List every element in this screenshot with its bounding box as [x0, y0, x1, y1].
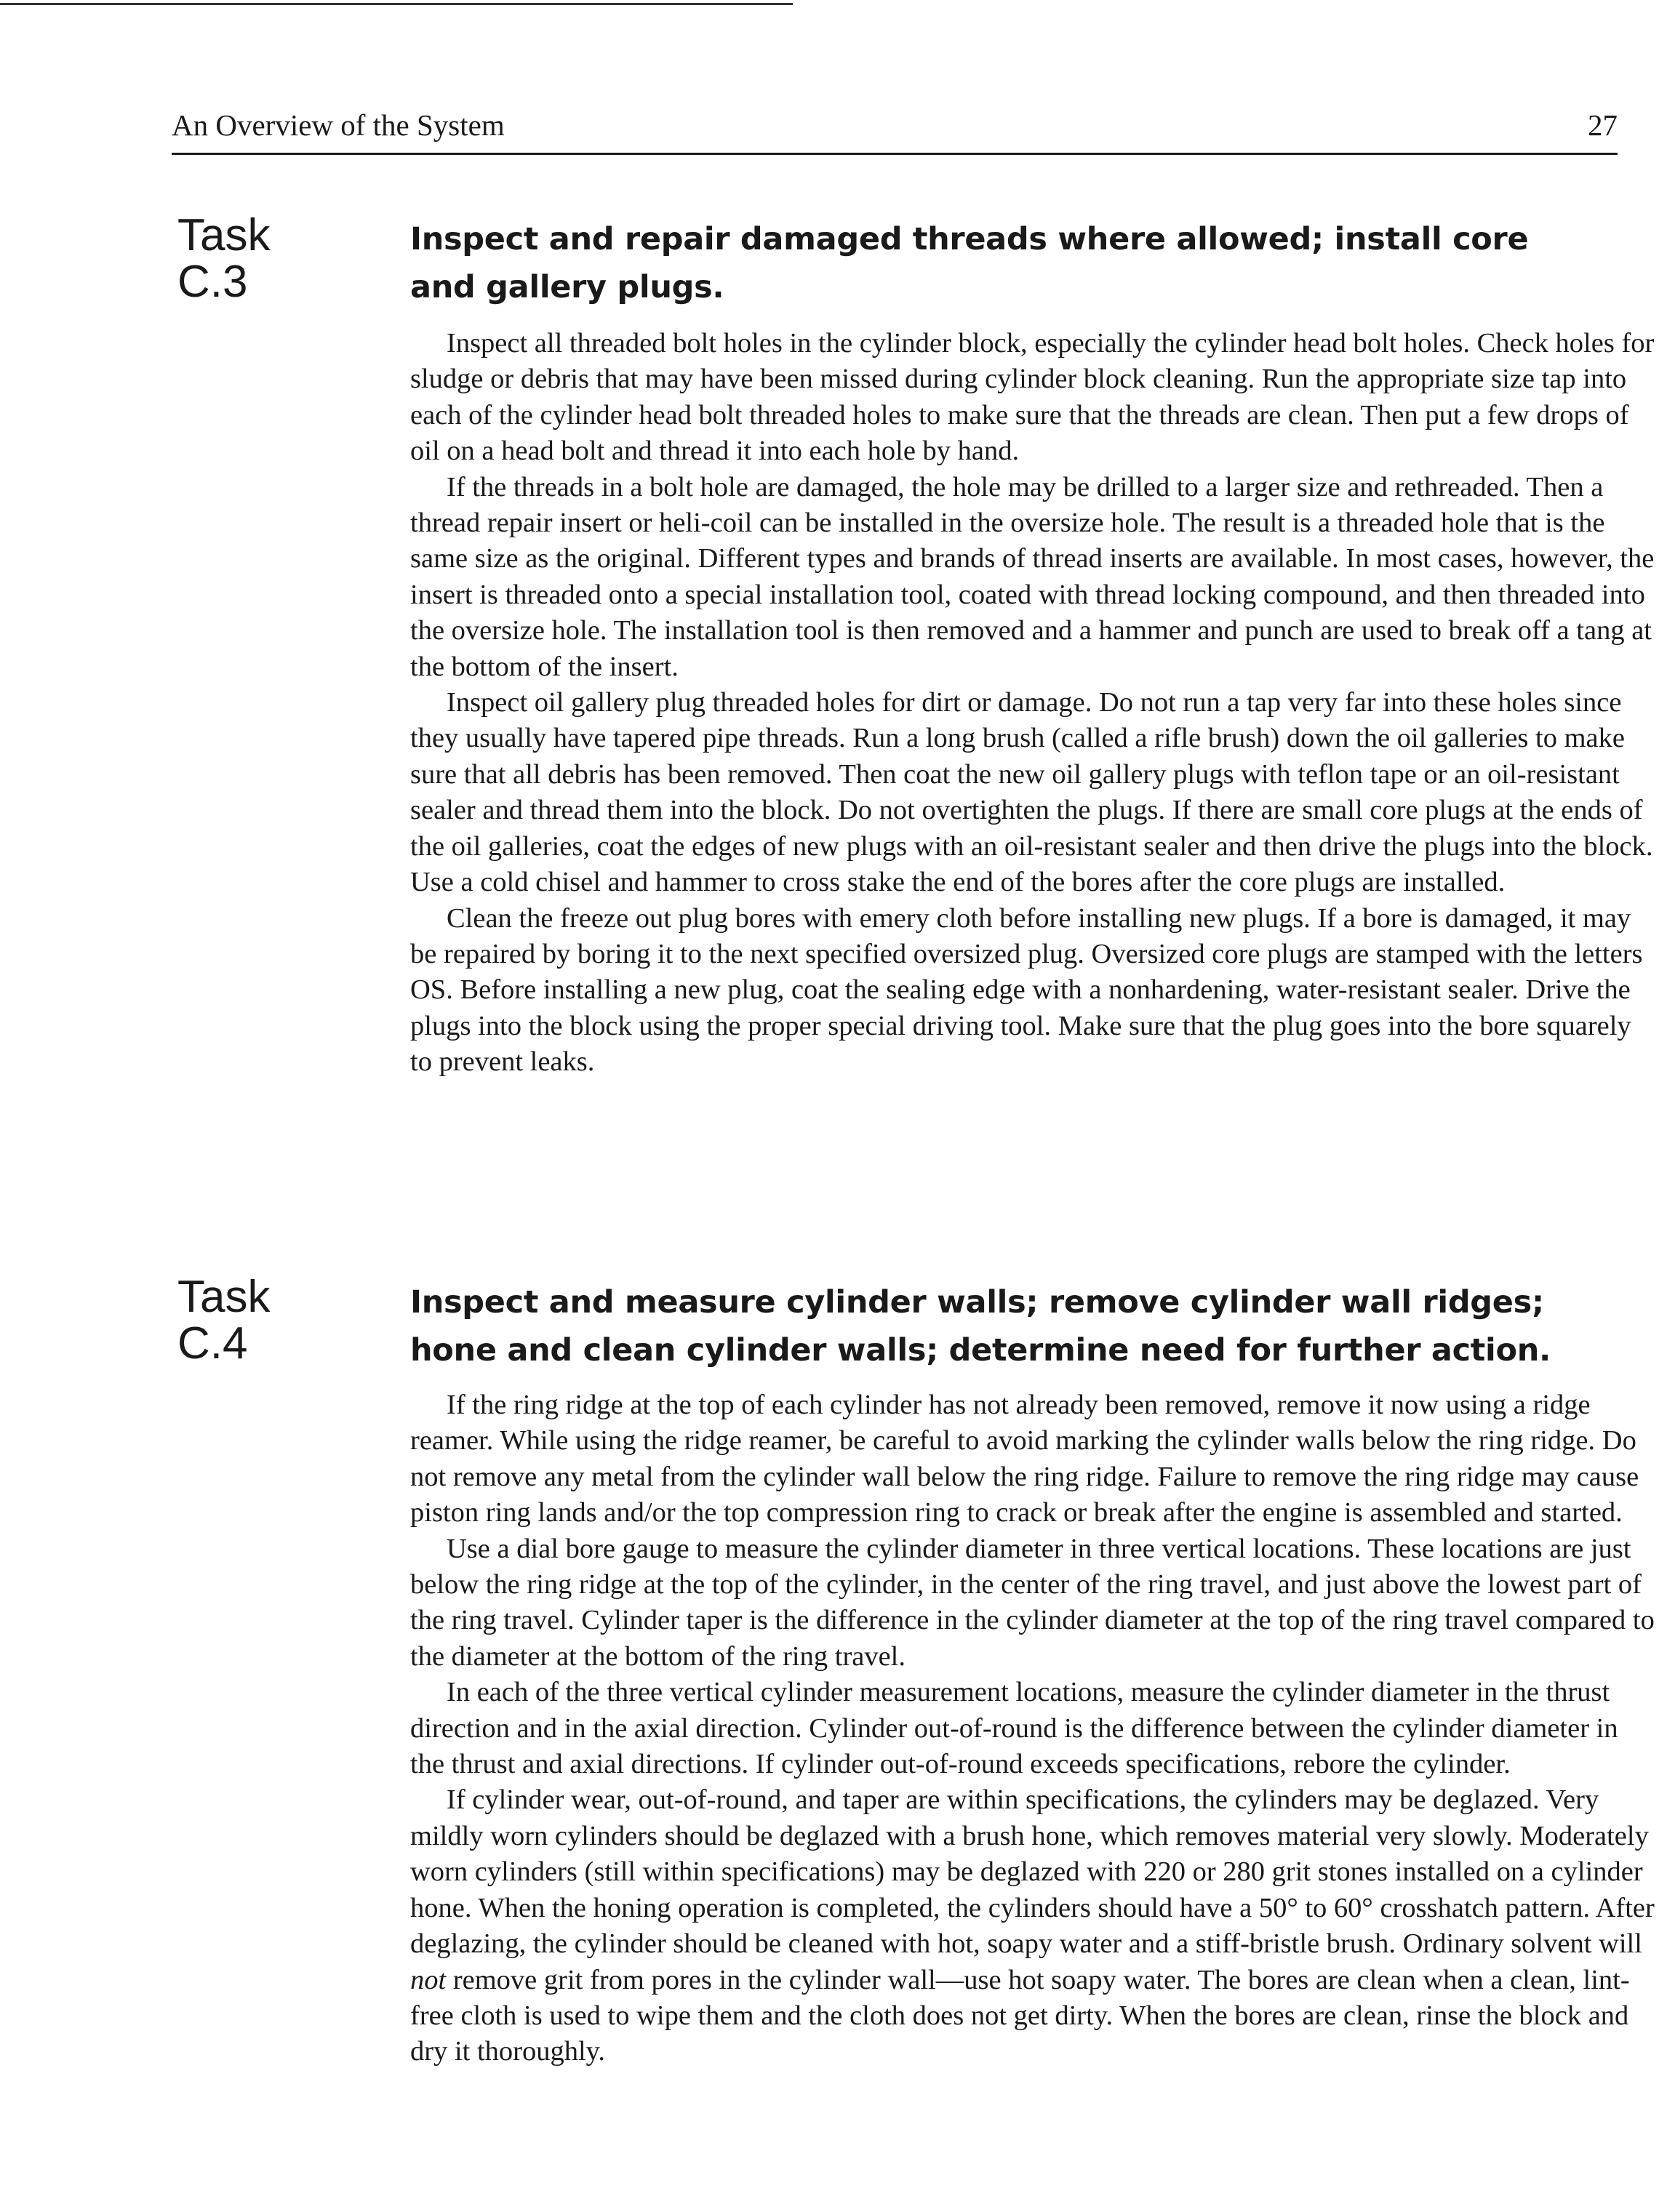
paragraph: Inspect oil gallery plug threaded holes for dirt or damage. Do not run a tap very far into these holes since they usually have tapered pipe threads. Run a long brush (called a rifle brush) down the oil galleries to make sure that all debris has been removed. Then coat the new oil gallery plugs with teflon tape or an oil-resistant sealer and thread them into the block. Do not overtighten the plugs. If there are small core plugs at the ends of the oil galleries, coat the edges of new plugs with an oil-resistant sealer and then drive the plugs into the block. Use a cold chisel and hammer to cross stake the end of the bores after the core plugs are installed.	[410, 687, 1653, 898]
task-body-c4	[410, 1387, 1655, 2070]
paragraph: Use a dial bore gauge to measure the cylinder diameter in three vertical locations. These locations are just below the ring ridge at the top of the cylinder, in the center of the ring travel, and just above the lowest part of the ring travel. Cylinder taper is the difference in the cylinder diameter at the top of the ring travel compared to the diameter at the bottom of the ring travel.	[410, 1533, 1655, 1672]
paragraph: If the threads in a bolt hole are damaged, the hole may be drilled to a larger size and rethreaded. Then a thread repair insert or heli-coil can be installed in the oversize hole. The result is a threaded hole that is the same size as the original. Different types and brands of thread inserts are available. In most cases, however, the insert is threaded onto a special installation tool, coated with thread locking compound, and then threaded into the oversize hole. The installation tool is then removed and a hammer and punch are used to break off a tang at the bottom of the insert.	[410, 471, 1655, 682]
text-run: If cylinder wear, out-of-round, and taper are within specifications, the cylinders may be deglazed. Very mildly worn cylinders should be deglazed with a brush hone, which removes material very slowly. Moderately worn cylinders (still within specifications) may be deglazed with 220 or 280 grit stones installed on a cylinder hone. When the honing operation is completed, the cylinders should have a 50° to 60° crosshatch pattern. After deglazing, the cylinder should be cleaned with hot, soapy water and a stiff-bristle brush. Ordinary solvent will	[410, 1784, 1655, 1960]
task-label-code: C.3	[177, 257, 248, 307]
task-label-code: C.4	[177, 1318, 248, 1369]
running-title: An Overview of the System	[172, 108, 505, 142]
text-run: remove grit from pores in the cylinder wall—use hot soapy water. The bores are clean when a clean, lint-free cloth is used to wipe them and the cloth does not get dirty. When the bores are clean, rinse the block and dry it thoroughly.	[410, 1964, 1630, 2067]
task-label-word: Task	[177, 210, 271, 260]
task-label-c3	[177, 212, 270, 305]
page-number: 27	[1588, 108, 1618, 142]
scan-edge-line	[0, 3, 793, 5]
paragraph: Clean the freeze out plug bores with emery cloth before installing new plugs. If a bore is damaged, it may be repaired by boring it to the next specified oversized plug. Oversized core plugs are stamped with the letters OS. Before installing a new plug, coat the sealing edge with a nonhardening, water-resistant sealer. Drive the plugs into the block using the proper special driving tool. Make sure that the plug goes into the bore squarely to prevent leaks.	[410, 902, 1643, 1078]
task-label-word: Task	[177, 1272, 271, 1322]
emphasis-not: not	[410, 1964, 447, 1995]
task-title-c3: Inspect and repair damaged threads where allowed; install core and gallery plugs.	[410, 221, 1529, 305]
task-label-c4	[177, 1274, 270, 1367]
paragraph: In each of the three vertical cylinder measurement locations, measure the cylinder diameter in the thrust direction and in the axial direction. Cylinder out-of-round is the difference between the cylinder diameter in the thrust and axial directions. If cylinder out-of-round exceeds specifications, rebore the cylinder.	[410, 1677, 1618, 1780]
paragraph: If the ring ridge at the top of each cylinder has not already been removed, remove it now using a ridge reamer. While using the ridge reamer, be careful to avoid marking the cylinder walls below the ring ridge. Do not remove any metal from the cylinder wall below the ring ridge. Failure to remove the ring ridge may cause piston ring lands and/or the top compression ring to crack or break after the engine is assembled and started.	[410, 1390, 1639, 1528]
paragraph: Inspect all threaded bolt holes in the cylinder block, especially the cylinder head bolt holes. Check holes for sludge or debris that may have been missed during cylinder block cleaning. Run the appropriate size tap into each of the cylinder head bolt threaded holes to make sure that the threads are clean. Then put a few drops of oil on a head bolt and thread it into each hole by hand.	[410, 328, 1655, 467]
task-title-c4: Inspect and measure cylinder walls; remove cylinder wall ridges; hone and clean cylinder walls; determine need for further action.	[410, 1284, 1551, 1369]
paragraph-with-emphasis	[410, 1782, 1655, 2069]
running-header	[172, 106, 1618, 155]
task-body-c3	[410, 326, 1655, 1081]
